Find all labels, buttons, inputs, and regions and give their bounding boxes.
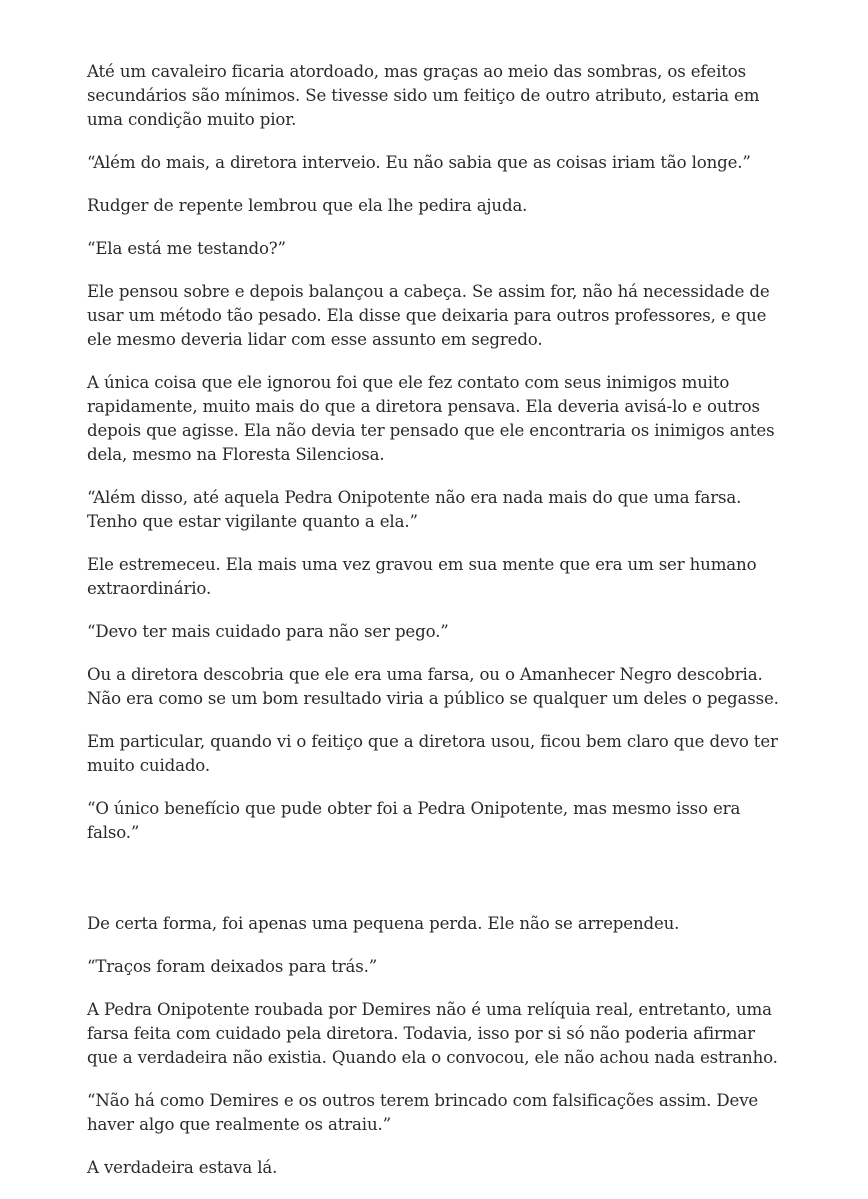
paragraph: “Traços foram deixados para trás.” (87, 957, 378, 976)
paragraph: “Devo ter mais cuidado para não ser pego.” (87, 622, 449, 641)
paragraph: A única coisa que ele ignorou foi que ele fez contato com seus inimigos muito rapidamente, muito mais do que a diretora pensava. Ela deveria avisá-lo e outros depois que agisse. Ela não devia ter pensado que ele encontraria os inimigos antes dela, mesmo na Floresta Silenciosa. (87, 373, 775, 464)
paragraph: Rudger de repente lembrou que ela lhe pedira ajuda. (87, 196, 528, 215)
section-break (87, 864, 787, 912)
paragraph: A Pedra Onipotente roubada por Demires não é uma relíquia real, entretanto, uma farsa feita com cuidado pela diretora. Todavia, isso por si só não poderia afirmar que a verdadeira não existia. Quando ela o convocou, ele não achou nada estranho. (87, 1000, 778, 1067)
paragraph: Ele estremeceu. Ela mais uma vez gravou em sua mente que era um ser humano extraordinário. (87, 555, 757, 598)
paragraph: Em particular, quando vi o feitiço que a diretora usou, ficou bem claro que devo ter muito cuidado. (87, 732, 778, 775)
paragraph: Até um cavaleiro ficaria atordoado, mas graças ao meio das sombras, os efeitos secundários são mínimos. Se tivesse sido um feitiço de outro atributo, estaria em uma condição muito pior. (87, 62, 760, 129)
paragraph: “Não há como Demires e os outros terem brincado com falsificações assim. Deve haver algo que realmente os atraiu.” (87, 1091, 759, 1134)
paragraph: Ou a diretora descobria que ele era uma farsa, ou o Amanhecer Negro descobria. Não era como se um bom resultado viria a público se qualquer um deles o pegasse. (87, 665, 779, 708)
document-body (87, 60, 787, 1199)
paragraph: “Além do mais, a diretora interveio. Eu não sabia que as coisas iriam tão longe.” (87, 153, 751, 172)
paragraph: Ele pensou sobre e depois balançou a cabeça. Se assim for, não há necessidade de usar um método tão pesado. Ela disse que deixaria para outros professores, e que ele mesmo deveria lidar com esse assunto em segredo. (87, 282, 770, 349)
paragraph: “O único benefício que pude obter foi a Pedra Onipotente, mas mesmo isso era falso.” (87, 799, 741, 842)
paragraph: “Além disso, até aquela Pedra Onipotente não era nada mais do que uma farsa. Tenho que estar vigilante quanto a ela.” (87, 488, 742, 531)
paragraph: A verdadeira estava lá. (87, 1158, 278, 1177)
paragraph: De certa forma, foi apenas uma pequena perda. Ele não se arrependeu. (87, 914, 680, 933)
paragraph: “Ela está me testando?” (87, 239, 286, 258)
